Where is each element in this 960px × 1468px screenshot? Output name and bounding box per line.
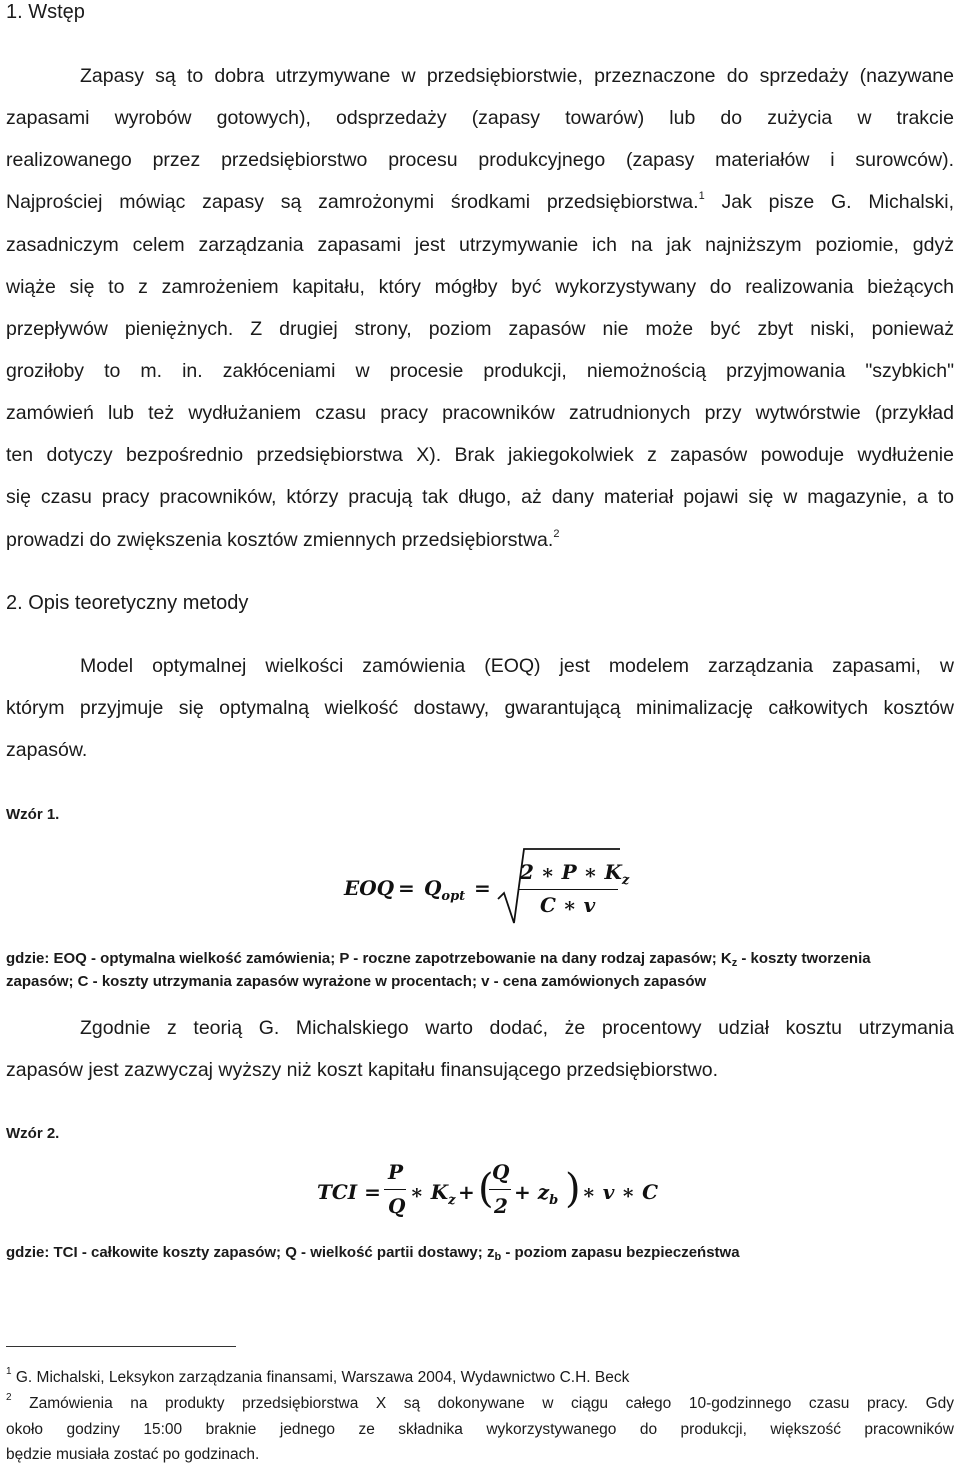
paragraph-line: przepływów pieniężnych. Z drugiej strony, poziom zapasów nie może być zbyt niski, ponieważ xyxy=(6,318,954,340)
formula-term: EOQ xyxy=(344,876,395,900)
paragraph-line: wiąże się to z zamrożeniem kapitału, który mógłby być wykorzystywany do realizowania bieżących xyxy=(6,276,954,298)
formula-numerator: 2 ∗ P ∗ $K_z$ xyxy=(520,860,630,888)
formula-operator: + xyxy=(458,1180,475,1204)
formula-operator: = xyxy=(474,876,491,900)
fraction-bar xyxy=(518,889,618,890)
formula-term: ∗ $K_z$ xyxy=(410,1180,456,1208)
paragraph-line: realizowanego przez przedsiębiorstwo procesu produkcyjnego (zapasy materiałów i surowców). xyxy=(6,149,954,171)
paragraph-line xyxy=(6,528,559,552)
paragraph-line xyxy=(6,190,954,214)
fraction-bar xyxy=(489,1189,511,1190)
section-1-heading: 1. Wstęp xyxy=(6,1,85,23)
paragraph-line: którym przyjmuje się optymalną wielkość dostawy, gwarantującą minimalizację całkowitych kosztów xyxy=(6,697,954,719)
footnote-2-line: będzie musiała zostać po godzinach. xyxy=(6,1446,260,1463)
fraction-bar xyxy=(384,1189,406,1190)
formula-numerator: Q xyxy=(492,1160,510,1184)
formula-1-legend-line: zapasów; C - koszty utrzymania zapasów wyrażone w procentach; v - cena zamówionych zapasów xyxy=(6,973,707,990)
formula-numerator: P xyxy=(388,1160,404,1184)
paragraph-line: Zgodnie z teorią G. Michalskiego warto dodać, że procentowy udział kosztu utrzymania xyxy=(80,1017,954,1039)
paragraph-line: zapasów. xyxy=(6,739,88,761)
paragraph-line: zasadniczym celem zarządzania zapasami jest utrzymywanie ich na jak najniższym poziomie, gdyż xyxy=(6,234,954,256)
paragraph-line: Model optymalnej wielkości zamówienia (EOQ) jest modelem zarządzania zapasami, w xyxy=(80,655,954,677)
formula-term: $Q_{opt}$ xyxy=(424,876,466,904)
formula-term: + $z_b$ xyxy=(514,1180,559,1208)
formula-2-label: Wzór 2. xyxy=(6,1125,60,1142)
footnote-ref-1: 1 xyxy=(698,190,705,202)
paragraph-line: zamówień lub też wydłużaniem czasu pracy pracowników zatrudnionych przy wytwórstwie (przykład xyxy=(6,402,954,424)
footnote-ref-2: 2 xyxy=(553,528,560,540)
formula-1-label: Wzór 1. xyxy=(6,806,60,823)
paragraph-line: zapasów jest zazwyczaj wyższy niż koszt kapitału finansującego przedsiębiorstwo. xyxy=(6,1059,719,1081)
paragraph-line: ten dotyczy bezpośrednio przedsiębiorstwa X). Brak jakiegokolwiek z zapasów powoduje wydłużenie xyxy=(6,444,954,466)
formula-operator: = xyxy=(398,876,415,900)
text-run: prowadzi do zwiększenia kosztów zmiennych przedsiębiorstwa. xyxy=(6,529,554,551)
section-2-heading: 2. Opis teoretyczny metody xyxy=(6,592,249,614)
formula-1-legend-line: gdzie: EOQ - optymalna wielkość zamówienia; P - roczne zapotrzebowanie na dany rodzaj zapasów; $K_z$ - koszty tworzenia xyxy=(6,950,871,969)
footnote-2: $^2$ Zamówienia na produkty przedsiębiorstwa X są dokonywane w ciągu całego 10-godzinnego czasu pracy. Gdy xyxy=(6,1392,955,1412)
footnote-number: 2 xyxy=(6,1392,12,1403)
text-run: Jak pisze G. Michalski, xyxy=(721,191,954,213)
formula-denominator: C ∗ v xyxy=(540,893,596,917)
paragraph-line: zapasami wyrobów gotowych), odsprzedaży (zapasy towarów) lub do zużycia w trakcie xyxy=(6,107,954,129)
right-paren: ) xyxy=(565,1166,581,1212)
footnote-1: $^1$ G. Michalski, Leksykon zarządzania finansami, Warszawa 2004, Wydawnictwo C.H. Beck xyxy=(6,1366,630,1386)
text-run: Najprościej mówiąc zapasy są zamrożonymi środkami przedsiębiorstwa. xyxy=(6,191,699,213)
formula-2-legend-line: gdzie: TCI - całkowite koszty zapasów; Q - wielkość partii dostawy; $z_b$ - poziom zapasu bezpieczeństwa xyxy=(6,1244,740,1263)
left-paren: ( xyxy=(478,1166,494,1212)
footnote-number: 1 xyxy=(6,1366,12,1377)
footnote-2-line: około godziny 15:00 braknie jednego ze składnika wykorzystywanego do produkcji, większość pracowników xyxy=(6,1421,954,1438)
paragraph-line: Zapasy są to dobra utrzymywane w przedsiębiorstwie, przeznaczone do sprzedaży (nazywane xyxy=(80,65,954,87)
paragraph-line: groziłoby to m. in. zakłóceniami w procesie produkcji, niemożnością przyjmowania "szybkich" xyxy=(6,360,954,382)
formula-term: ∗ v ∗ C xyxy=(582,1180,659,1204)
formula-term: TCI = xyxy=(317,1180,381,1204)
paragraph-line: się czasu pracy pracowników, którzy pracują tak długo, aż dany materiał pojawi się w magazynie, a to xyxy=(6,486,954,508)
footnote-separator xyxy=(6,1346,236,1347)
formula-denominator: Q xyxy=(388,1194,406,1218)
formula-denominator: 2 xyxy=(494,1194,508,1218)
